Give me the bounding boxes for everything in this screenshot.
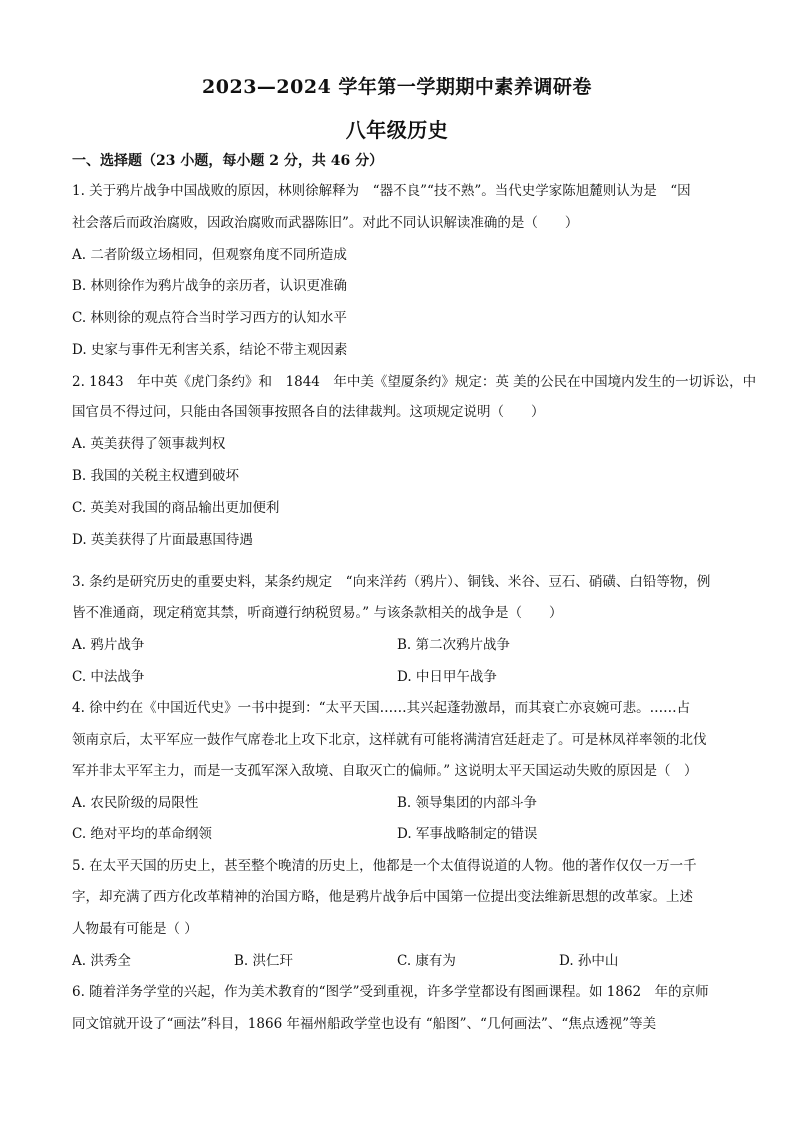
question-3-stem-line-1: 3. 条约是研究历史的重要史料，某条约规定 “向来洋药（鸦片）、铜钱、米谷、豆石、硝磺、白铅等物，例: [72, 574, 711, 590]
question-3-stem-line-2: 皆不准通商，现定稍宽其禁，听商遵行纳税贸易。” 与该条款相关的战争是（ ）: [72, 605, 563, 621]
question-2-option-b: B. 我国的关税主权遭到破坏: [72, 468, 240, 484]
question-5-stem-line-2: 字，却充满了西方化改革精神的治国方略，他是鸦片战争后中国第一位提出变法维新思想的改革家。上述: [72, 889, 693, 905]
question-1-stem-line-2: 社会落后而政治腐败，因政治腐败而武器陈旧”。对此不同认识解读准确的是（ ）: [72, 215, 579, 231]
question-5-option-c: C. 康有为: [397, 953, 456, 969]
question-4-stem-line-2: 领南京后，太平军应一鼓作气席卷北上攻下北京，这样就有可能将满清宫廷赶走了。可是林凤祥率领的北伐: [72, 732, 707, 748]
section-heading: 一、选择题（23 小题，每小题 2 分，共 46 分）: [72, 153, 384, 169]
question-6-stem-line-1: 6. 随着洋务学堂的兴起，作为美术教育的“图学”受到重视，许多学堂都设有图画课程。如 1862 年的京师: [72, 984, 709, 1000]
question-2-stem-line-1: 2. 1843 年中英《虎门条约》和 1844 年中美《望厦条约》规定：英 美的公民在中国境内发生的一切诉讼，中: [72, 374, 757, 390]
question-5-option-b: B. 洪仁玕: [234, 953, 294, 969]
question-5-option-a: A. 洪秀全: [72, 953, 131, 969]
question-4-option-d: D. 军事战略制定的错误: [397, 826, 538, 842]
question-3-option-d: D. 中日甲午战争: [397, 669, 497, 685]
question-1-option-a: A. 二者阶级立场相同，但观察角度不同所造成: [72, 247, 347, 263]
exam-title: 2023—2024 学年第一学期期中素养调研卷: [202, 76, 592, 98]
question-3-option-b: B. 第二次鸦片战争: [397, 637, 511, 653]
question-1-option-d: D. 史家与事件无利害关系，结论不带主观因素: [72, 342, 348, 358]
question-4-stem-line-3: 军并非太平军主力，而是一支孤军深入敌境、自取灭亡的偏师。” 这说明太平天国运动失败的原因是（ ）: [72, 763, 698, 779]
question-5-stem-line-1: 5. 在太平天国的历史上，甚至整个晚清的历史上，他都是一个太值得说道的人物。他的著作仅仅一万一千: [72, 858, 697, 874]
question-5-stem-line-3: 人物最有可能是（ ）: [72, 921, 198, 937]
exam-subtitle: 八年级历史: [345, 118, 449, 142]
question-2-option-d: D. 英美获得了片面最惠国待遇: [72, 532, 253, 548]
question-4-option-c: C. 绝对平均的革命纲领: [72, 826, 212, 842]
question-5-option-d: D. 孙中山: [559, 953, 619, 969]
question-3-option-c: C. 中法战争: [72, 669, 145, 685]
question-2-stem-line-2: 国官员不得过问，只能由各国领事按照各自的法律裁判。这项规定说明（ ）: [72, 404, 545, 420]
question-2-option-a: A. 英美获得了领事裁判权: [72, 436, 226, 452]
question-4-option-a: A. 农民阶级的局限性: [72, 795, 199, 811]
question-3-option-a: A. 鸦片战争: [72, 637, 145, 653]
question-2-option-c: C. 英美对我国的商品输出更加便利: [72, 500, 280, 516]
question-4-stem-line-1: 4. 徐中约在《中国近代史》一书中提到：“太平天国……其兴起蓬勃激昂，而其衰亡亦哀婉可悲。……占: [72, 700, 691, 716]
question-4-option-b: B. 领导集团的内部斗争: [397, 795, 538, 811]
question-6-stem-line-2: 同文馆就开设了“画法”科目，1866 年福州船政学堂也设有 “船图”、“几何画法”、“焦点透视”等美: [72, 1016, 657, 1032]
question-1-option-b: B. 林则徐作为鸦片战争的亲历者，认识更准确: [72, 278, 348, 294]
question-1-option-c: C. 林则徐的观点符合当时学习西方的认知水平: [72, 310, 347, 326]
question-1-stem-line-1: 1. 关于鸦片战争中国战败的原因，林则徐解释为 “器不良”“技不熟”。当代史学家陈旭麓则认为是 “因: [72, 183, 691, 199]
